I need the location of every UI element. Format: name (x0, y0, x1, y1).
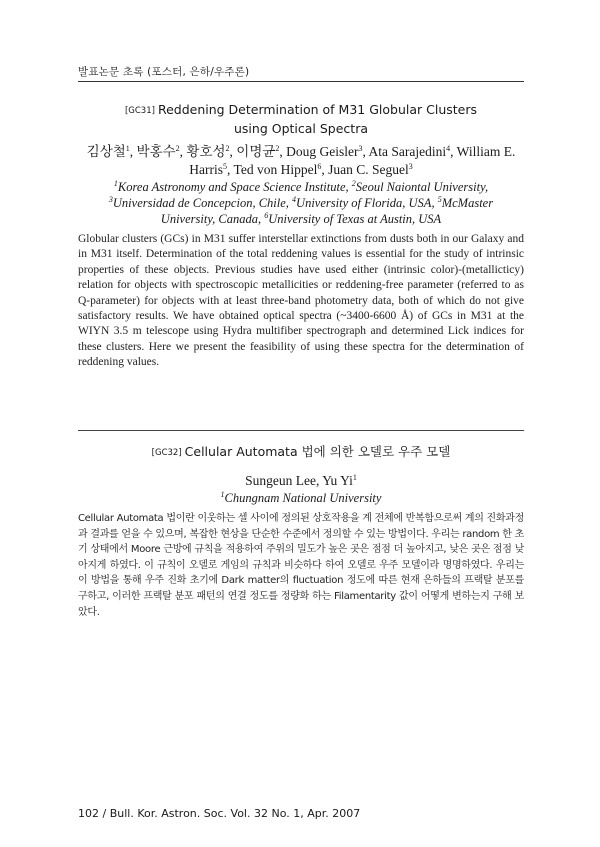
running-header: 발표논문 초록 (포스터, 은하/우주론) (78, 66, 250, 78)
affil-mark: 1 (125, 144, 130, 153)
affiliation: Chungnam National University (224, 491, 382, 505)
author-name: , Ata Sarajedini (362, 144, 447, 159)
affil-mark: 3 (358, 144, 363, 153)
paper2-title (78, 443, 524, 462)
paper2-authors (78, 472, 524, 490)
author-name: , Doug Geisler (279, 144, 359, 159)
author-name: , 이명균 (229, 144, 276, 159)
author-name: , 황호성 (179, 144, 226, 159)
paper1-code: [GC31] (124, 106, 155, 116)
paper1-authors (78, 143, 524, 179)
affiliation: University, Canada, (160, 212, 265, 226)
author-name: Harris (189, 162, 224, 177)
header-rule (78, 81, 524, 82)
affiliation: University of Florida, USA, (296, 196, 438, 210)
author-name: 김상철 (86, 144, 126, 159)
paper1-title-line1: Reddening Determination of M31 Globular Clusters (157, 102, 478, 117)
affil-mark: 5 (437, 195, 442, 204)
paper1-title-line2: using Optical Spectra (234, 121, 368, 136)
paper2-affiliations (78, 490, 524, 506)
affil-mark: 2 (351, 179, 356, 188)
paper2-title-text: Cellular Automata 법에 의한 오델로 우주 모델 (184, 444, 451, 459)
affil-mark: 6 (264, 211, 269, 220)
paper1-affiliations (78, 179, 524, 227)
affiliation: Universidad de Concepcion, Chile, (112, 196, 293, 210)
page-footer: 102 / Bull. Kor. Astron. Soc. Vol. 32 No. 1, Apr. 2007 (78, 807, 361, 820)
affil-mark: 2 (175, 144, 180, 153)
affil-mark: 4 (292, 195, 297, 204)
affiliation: McMaster (441, 196, 494, 210)
affil-mark: 4 (446, 144, 451, 153)
affil-mark: 1 (352, 473, 357, 482)
affil-mark: 1 (113, 179, 118, 188)
affiliation: University of Texas at Austin, USA (268, 212, 442, 226)
author-name: , William E. (450, 144, 516, 159)
affil-mark: 3 (108, 195, 113, 204)
affil-mark: 3 (408, 162, 413, 171)
affil-mark: 2 (275, 144, 280, 153)
affil-mark: 1 (220, 490, 225, 499)
paper1-title (78, 101, 524, 137)
paper1-abstract: Globular clusters (GCs) in M31 suffer interstellar extinctions from dusts both in our Galaxy and in M31 itself. Determination of the total reddening values is essential for the study of intrinsic properties of these objects. Previous studies have used either (intrinsic color)-(metallicticy) relation for objects with spectroscopic metallicities or reddening-free parameter (referred to as Q-parameter) for objects with at least three-band photometry data, both of which do not give satisfactory results. We have obtained optical spectra (~3400-6600 Å) of GCs in M31 at the WIYN 3.5 m telescope using Hydra multifiber spectrograph and determined Lick indices for these clusters. Here we present the feasibility of using these spectra for the determination of reddening values. (78, 233, 524, 369)
affil-mark: 5 (223, 162, 228, 171)
affiliation: Korea Astronomy and Space Science Institute, (117, 180, 352, 194)
paper2-abstract: Cellular Automata 법이란 이웃하는 셀 사이에 정의된 상호작용을 계 전체에 반복함으로써 계의 진화과정과 결과를 얻을 수 있으며, 복잡한 현상을 단순한 수준에서 정의할 수 있는 방법이다. 우리는 random 한 초기 상태에서 Moore 근방에 규칙을 적용하여 주위의 밀도가 높은 곳은 점점 더 높아지고, 낮은 곳은 점점 낮아지게 하였다. 이 규칙이 오델로 게임의 규칙과 비슷하다 하여 오델로 우주 모델이라 명명하였다. 우리는 이 방법을 통해 우주 진화 초기에 Dark matter의 fluctuation 정도에 따른 현재 은하들의 프랙탈 분포를 구하고, 이러한 프랙탈 분포 패턴의 연결 정도를 정량화 하는 Filamentarity 값이 어떻게 변하는지 구해 보았다. (78, 513, 524, 618)
author-name: , 박홍수 (129, 144, 176, 159)
section-divider (78, 430, 524, 431)
paper2-code: [GC32] (151, 448, 182, 458)
author-name: , Juan C. Seguel (321, 162, 409, 177)
affiliation: Seoul Naiontal University, (355, 180, 489, 194)
affil-mark: 6 (317, 162, 322, 171)
author-name: Sungeun Lee, Yu Yi (245, 473, 353, 488)
author-name: , Ted von Hippel (227, 162, 318, 177)
affil-mark: 2 (225, 144, 230, 153)
